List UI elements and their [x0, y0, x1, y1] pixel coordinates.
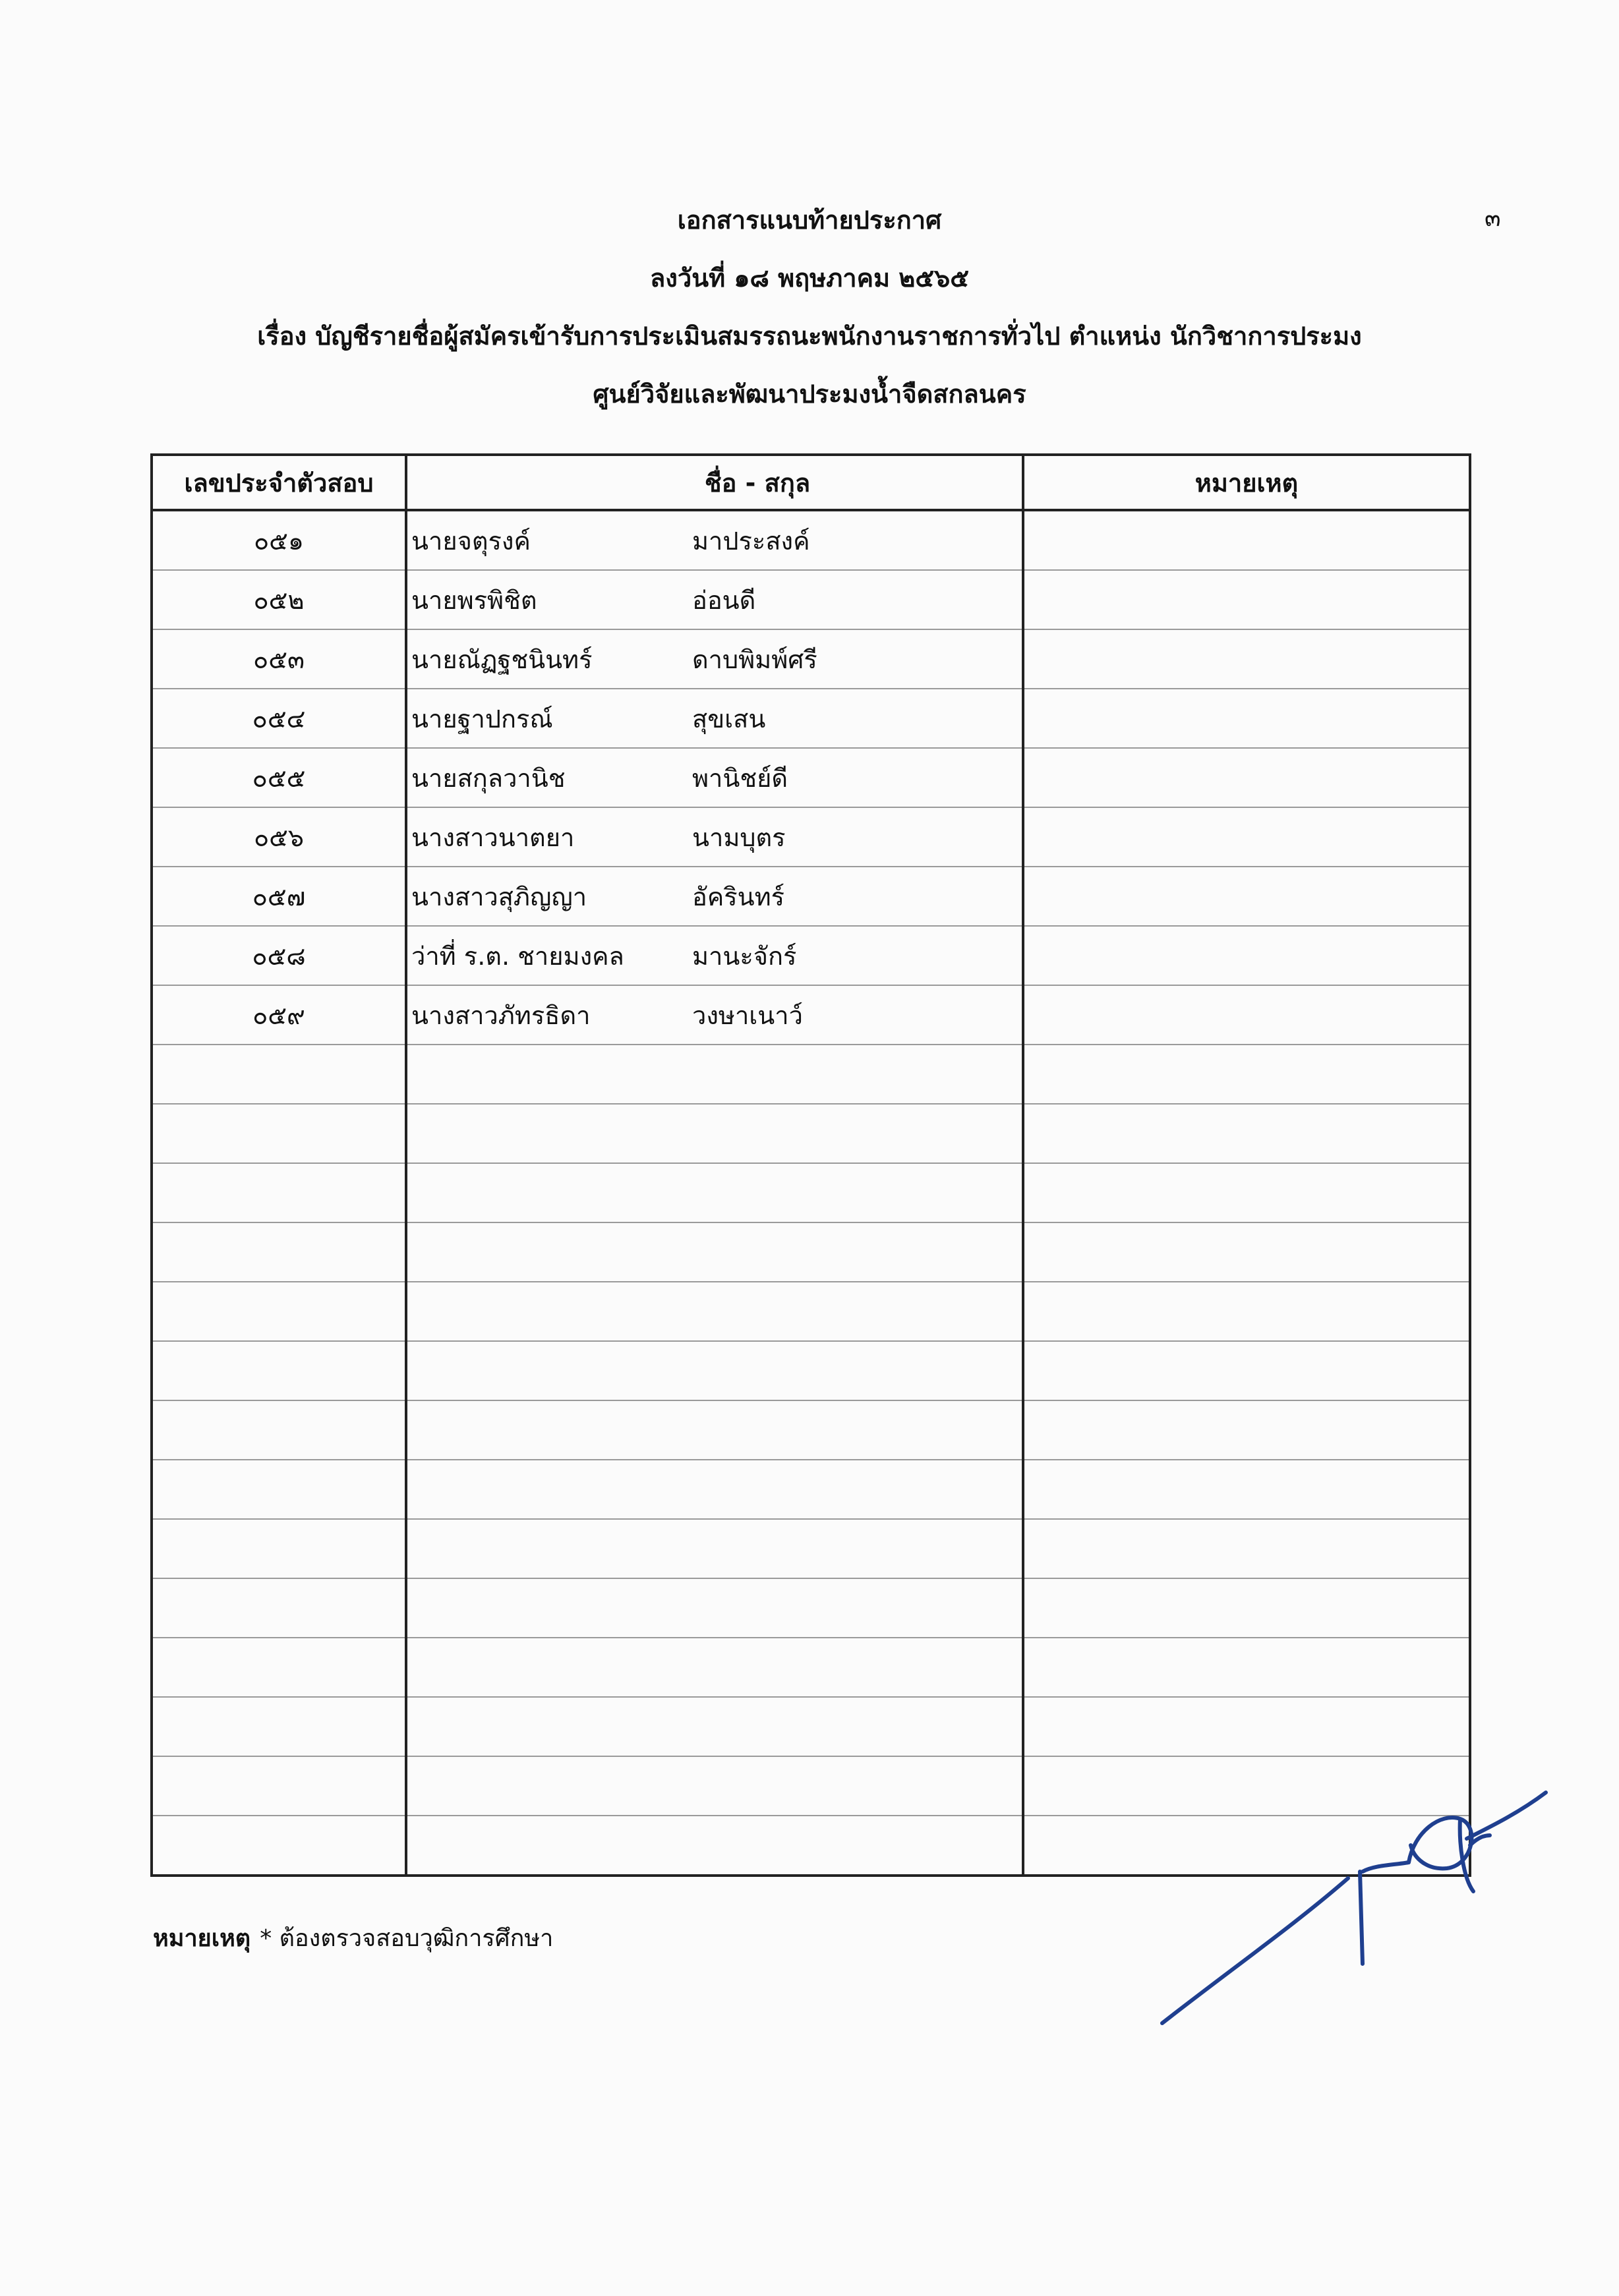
- header-name: ชื่อ - สกุล: [406, 455, 1023, 510]
- remark-cell: [1023, 1163, 1470, 1222]
- name-cell: [406, 1045, 1023, 1104]
- exam-number-cell: [152, 1045, 406, 1104]
- exam-number-cell: ๐๕๖: [152, 807, 406, 867]
- remark-cell: [1023, 985, 1470, 1045]
- name-cell: [406, 1756, 1023, 1816]
- name-cell: [406, 1163, 1023, 1222]
- last-name: มานะจักร์: [692, 941, 797, 971]
- last-name: อัครินทร์: [692, 882, 785, 911]
- header-subject: เรื่อง บัญชีรายชื่อผู้สมัครเข้ารับการประเมินสมรรถนะพนักงานราชการทั่วไป ตำแหน่ง นักวิชาการประมง: [257, 322, 1362, 351]
- remark-cell: [1023, 867, 1470, 926]
- footer-text: * ต้องตรวจสอบวุฒิการศึกษา: [260, 1925, 554, 1952]
- exam-number-cell: [152, 1460, 406, 1519]
- name-cell: [406, 1282, 1023, 1341]
- exam-number-cell: ๐๕๕: [152, 748, 406, 807]
- name-cell: [406, 1104, 1023, 1163]
- remark-cell: [1023, 1282, 1470, 1341]
- exam-number-cell: [152, 1104, 406, 1163]
- remark-cell: [1023, 629, 1470, 689]
- table-row: [152, 570, 1470, 629]
- first-name: นายฐาปกรณ์: [411, 704, 553, 733]
- name-cell: [406, 1816, 1023, 1876]
- exam-number-cell: ๐๕๒: [152, 570, 406, 629]
- first-name: ว่าที่ ร.ต. ชายมงคล: [411, 941, 624, 971]
- remark-cell: [1023, 1045, 1470, 1104]
- footer-note: [153, 1919, 553, 1957]
- table-row: [152, 985, 1470, 1045]
- remark-cell: [1023, 689, 1470, 748]
- table-body: [152, 510, 1470, 1876]
- remark-cell: [1023, 807, 1470, 867]
- first-name: นางสาวภัทรธิดา: [411, 1000, 591, 1030]
- remark-cell: [1023, 1697, 1470, 1756]
- remark-cell: [1023, 1638, 1470, 1697]
- name-cell: [406, 1222, 1023, 1282]
- first-name: นางสาวนาตยา: [411, 822, 575, 852]
- table-row: [152, 748, 1470, 807]
- remark-cell: [1023, 1519, 1470, 1578]
- exam-number-cell: [152, 1816, 406, 1876]
- footer-label: หมายเหตุ: [153, 1925, 251, 1952]
- table-row: [152, 1104, 1470, 1163]
- exam-number-cell: ๐๕๑: [152, 510, 406, 570]
- remark-cell: [1023, 1400, 1470, 1460]
- name-cell: [406, 1519, 1023, 1578]
- table-row: [152, 867, 1470, 926]
- last-name: สุขเสน: [692, 704, 766, 733]
- name-cell: [406, 867, 1023, 926]
- exam-number-cell: ๐๕๔: [152, 689, 406, 748]
- table-row: [152, 689, 1470, 748]
- remark-cell: [1023, 1222, 1470, 1282]
- name-cell: [406, 748, 1023, 807]
- table-row: [152, 1282, 1470, 1341]
- first-name: นายจตุรงค์: [411, 526, 531, 556]
- candidate-table: [150, 453, 1471, 1877]
- header-organization: ศูนย์วิจัยและพัฒนาประมงน้ำจืดสกลนคร: [593, 380, 1026, 409]
- table-row: [152, 1163, 1470, 1222]
- name-cell: [406, 985, 1023, 1045]
- exam-number-cell: ๐๕๙: [152, 985, 406, 1045]
- exam-number-cell: [152, 1578, 406, 1638]
- name-cell: [406, 1578, 1023, 1638]
- name-cell: [406, 807, 1023, 867]
- table-row: [152, 1460, 1470, 1519]
- remark-cell: [1023, 1341, 1470, 1400]
- exam-number-cell: [152, 1163, 406, 1222]
- first-name: นางสาวสุภิญญา: [411, 882, 587, 911]
- name-cell: [406, 1638, 1023, 1697]
- table-row: [152, 807, 1470, 867]
- exam-number-cell: [152, 1697, 406, 1756]
- last-name: นามบุตร: [692, 822, 786, 852]
- first-name: นายพรพิชิต: [411, 585, 537, 615]
- exam-number-cell: [152, 1400, 406, 1460]
- name-cell: [406, 689, 1023, 748]
- exam-number-cell: [152, 1638, 406, 1697]
- table-row: [152, 1638, 1470, 1697]
- exam-number-cell: [152, 1222, 406, 1282]
- first-name: นายสกุลวานิช: [411, 763, 566, 793]
- table-row: [152, 1045, 1470, 1104]
- exam-number-cell: ๐๕๘: [152, 926, 406, 985]
- table-row: [152, 629, 1470, 689]
- name-cell: [406, 1400, 1023, 1460]
- table-row: [152, 926, 1470, 985]
- header-exam-number: เลขประจำตัวสอบ: [152, 455, 406, 510]
- name-cell: [406, 1697, 1023, 1756]
- name-cell: [406, 1460, 1023, 1519]
- last-name: มาประสงค์: [692, 526, 810, 556]
- table-row: [152, 1400, 1470, 1460]
- exam-number-cell: [152, 1756, 406, 1816]
- last-name: วงษาเนาว์: [692, 1000, 803, 1030]
- header-title: เอกสารแนบท้ายประกาศ: [677, 206, 942, 235]
- table-row: [152, 1519, 1470, 1578]
- name-cell: [406, 1341, 1023, 1400]
- remark-cell: [1023, 1578, 1470, 1638]
- remark-cell: [1023, 510, 1470, 570]
- exam-number-cell: ๐๕๗: [152, 867, 406, 926]
- exam-number-cell: ๐๕๓: [152, 629, 406, 689]
- signature-image: [1150, 1773, 1559, 2036]
- table-row: [152, 510, 1470, 570]
- table-header-row: [152, 455, 1470, 510]
- name-cell: [406, 570, 1023, 629]
- remark-cell: [1023, 570, 1470, 629]
- header-remark: หมายเหตุ: [1023, 455, 1470, 510]
- last-name: พานิชย์ดี: [692, 763, 788, 793]
- table-row: [152, 1341, 1470, 1400]
- table-row: [152, 1578, 1470, 1638]
- document-header: [0, 191, 1619, 423]
- remark-cell: [1023, 1104, 1470, 1163]
- name-cell: [406, 510, 1023, 570]
- table-row: [152, 1222, 1470, 1282]
- exam-number-cell: [152, 1341, 406, 1400]
- name-cell: [406, 629, 1023, 689]
- table-row: [152, 1697, 1470, 1756]
- last-name: ดาบพิมพ์ศรี: [692, 645, 817, 674]
- name-cell: [406, 926, 1023, 985]
- exam-number-cell: [152, 1519, 406, 1578]
- page-number: ๓: [1485, 205, 1501, 232]
- remark-cell: [1023, 748, 1470, 807]
- last-name: อ่อนดี: [692, 585, 756, 615]
- header-date: ลงวันที่ ๑๘ พฤษภาคม ๒๕๖๕: [650, 264, 969, 293]
- remark-cell: [1023, 926, 1470, 985]
- first-name: นายณัฏฐชนินทร์: [411, 645, 593, 674]
- exam-number-cell: [152, 1282, 406, 1341]
- remark-cell: [1023, 1460, 1470, 1519]
